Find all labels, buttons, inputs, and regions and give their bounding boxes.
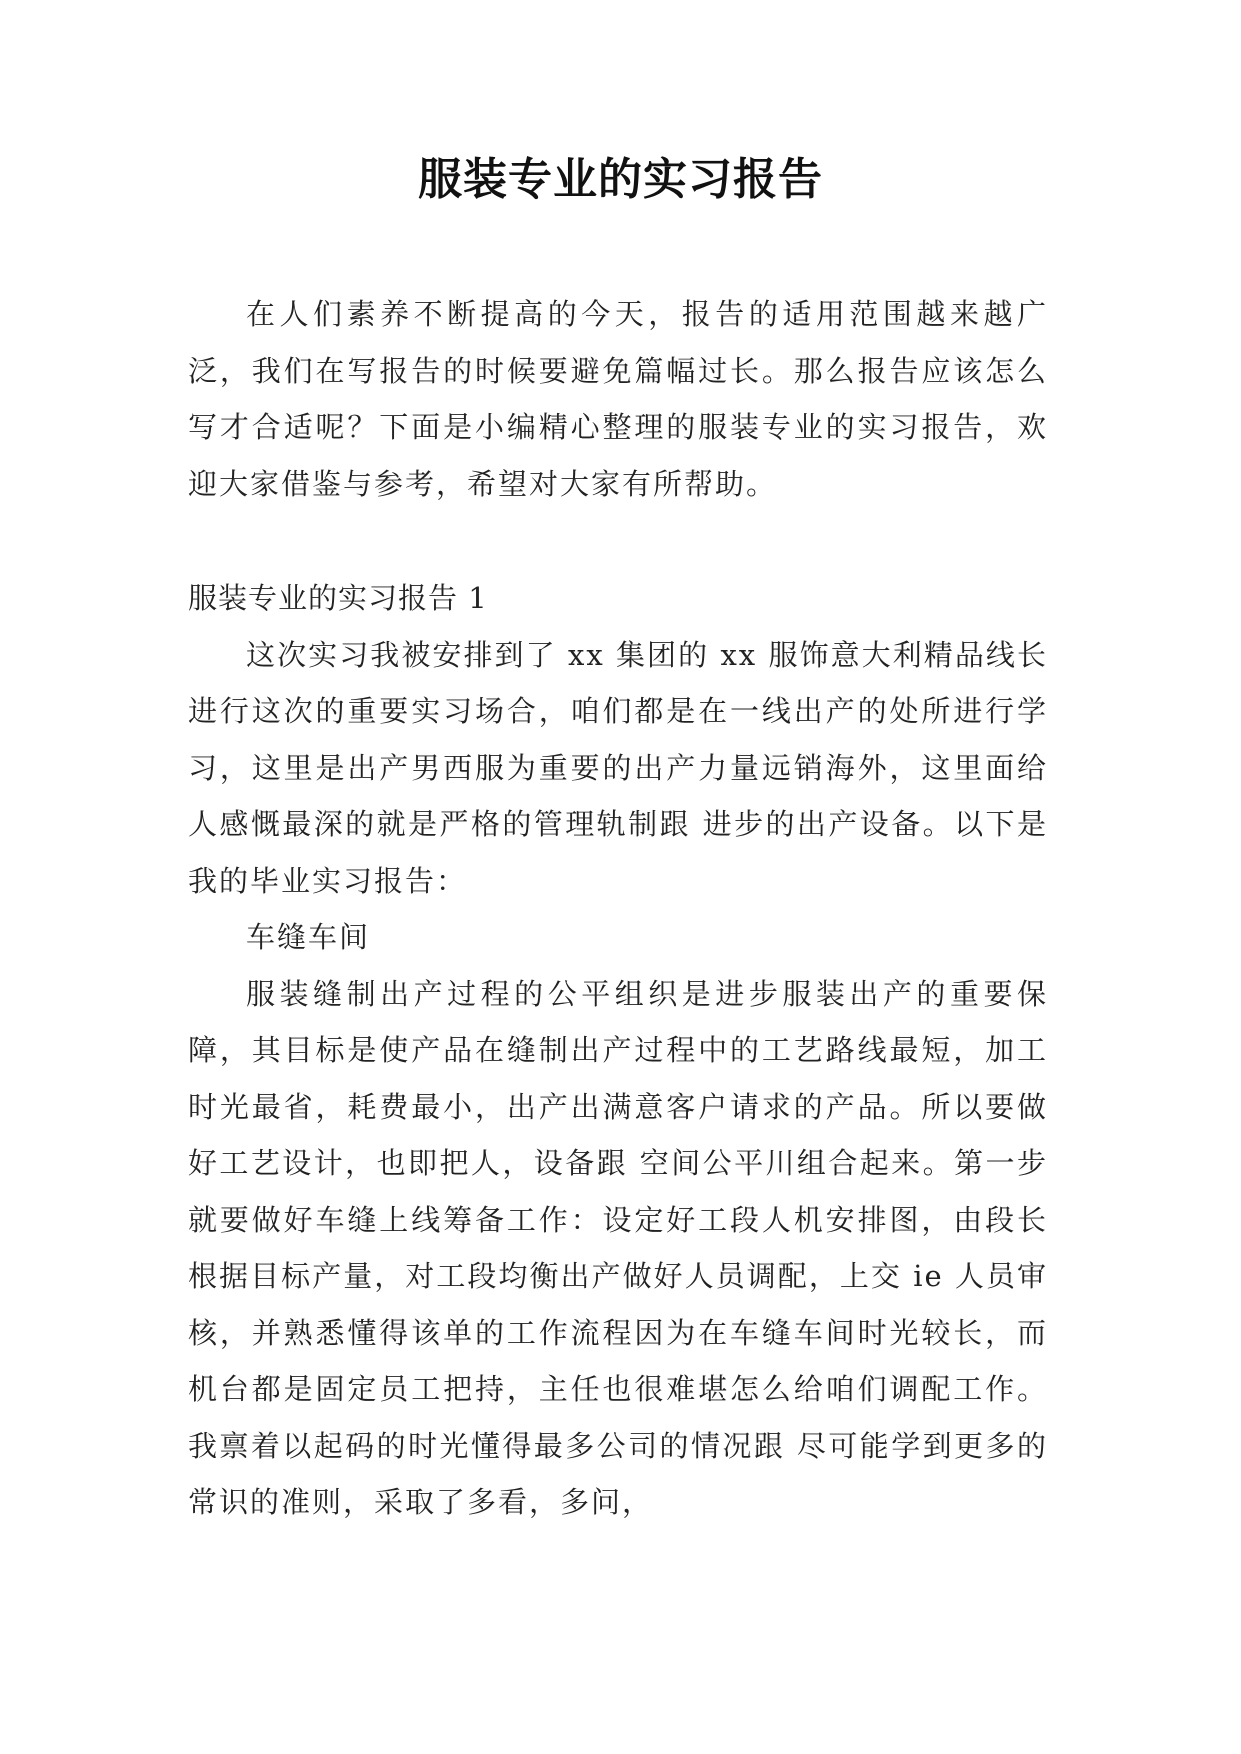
intro-paragraph: 在人们素养不断提高的今天，报告的适用范围越来越广泛，我们在写报告的时候要避免篇幅过长。那么报告应该怎么写才合适呢？下面是小编精心整理的服装专业的实习报告，欢迎大家借鉴与参考，希望对大家有所帮助。 [188,297,1048,501]
section-paragraph-1: 这次实习我被安排到了 xx 集团的 xx 服饰意大利精品线长进行这次的重要实习场合，咱们都是在一线出产的处所进行学习，这里是出产男西服为重要的出产力量远销海外，这里面给人感慨最深的就是严格的管理轨制跟 进步的出产设备。以下是我的毕业实习报告： [188,637,1048,898]
section-paragraph-2: 服装缝制出产过程的公平组织是进步服装出产的重要保障，其目标是使产品在缝制出产过程中的工艺路线最短，加工时光最省，耗费最小，出产出满意客户请求的产品。所以要做好工艺设计，也即把人，设备跟 空间公平川组合起来。第一步就要做好车缝上线筹备工作：设定好工段人机安排图，由段长根据目标产量，对工段均衡出产做好人员调配，上交 ie 人员审核，并熟悉懂得该单的工作流程因为在车缝车间时光较长，而机台都是固定员工把持，主任也很难堪怎么给咱们调配工作。我禀着以起码的时光懂得最多公司的情况跟 尽可能学到更多的常识的准则，采取了多看，多问， [188,976,1048,1519]
section-heading: 服装专业的实习报告 1 [188,581,488,615]
document-title: 服装专业的实习报告 [418,154,823,205]
document-body [188,286,1048,1531]
subheading-workshop: 车缝车间 [246,920,371,954]
paragraph-spacer [188,512,1048,570]
